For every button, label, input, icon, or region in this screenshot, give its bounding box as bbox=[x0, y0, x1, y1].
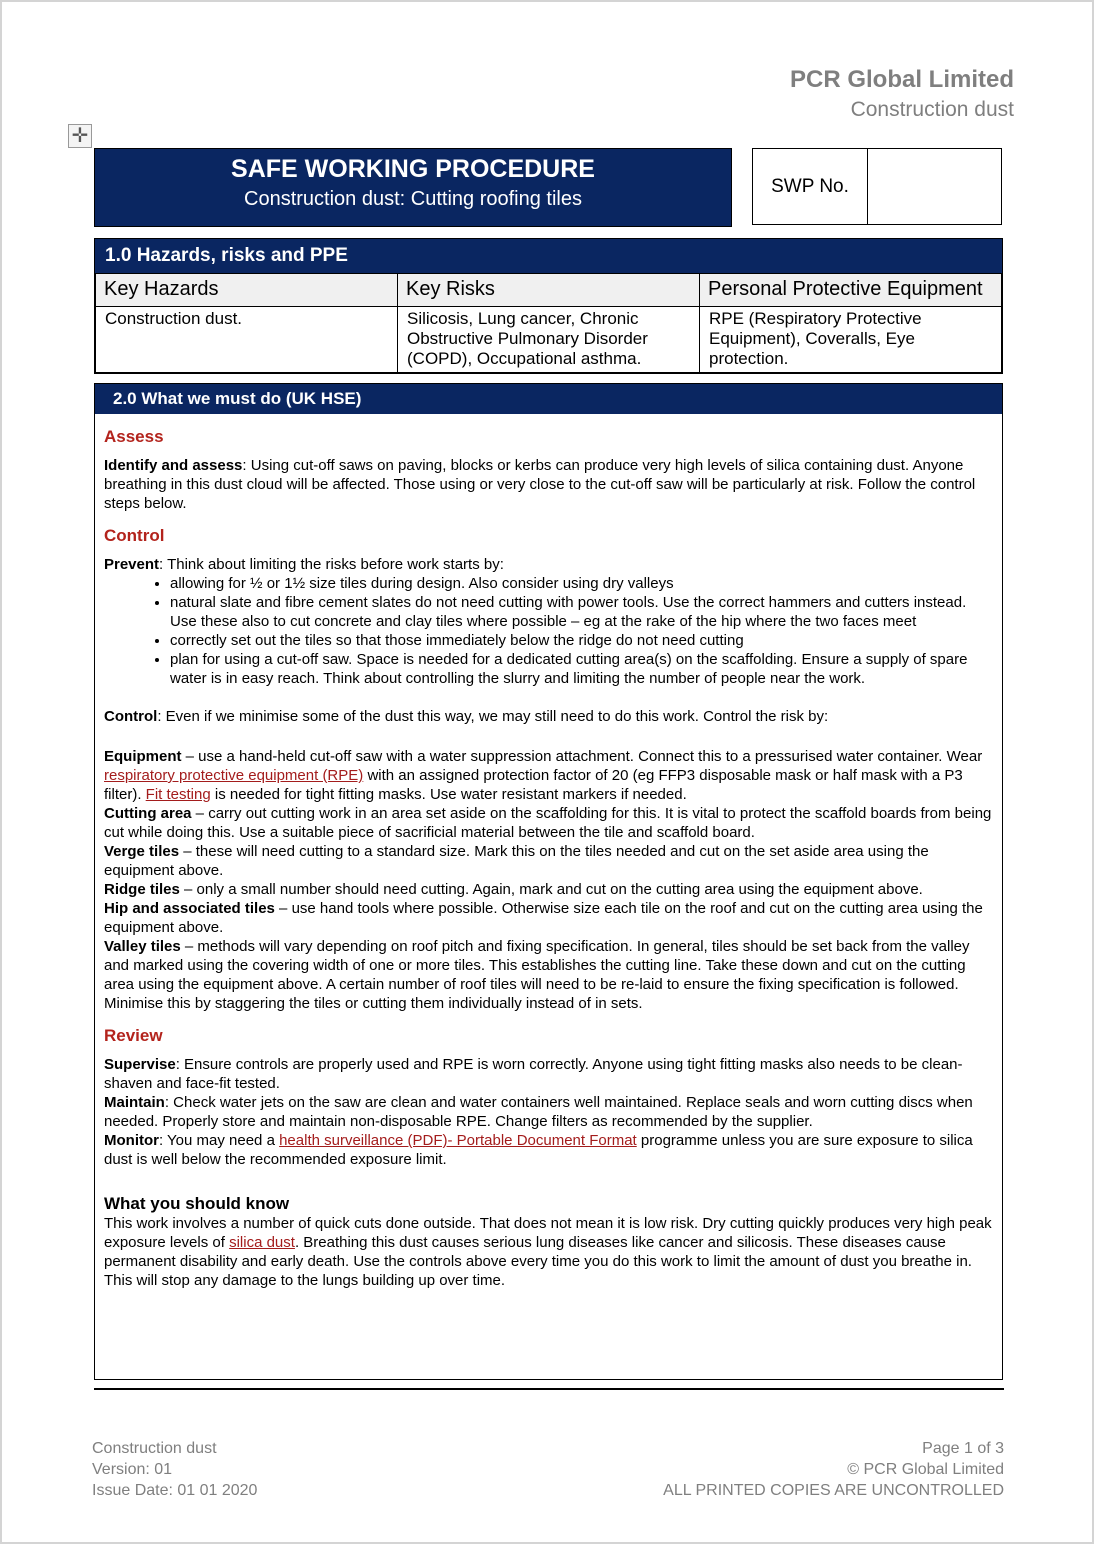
footer-version: Version: 01 bbox=[92, 1461, 173, 1478]
equipment-text: with an assigned protection factor of 20 (eg FFP3 disposable mask or half mask with a P3 filter). bbox=[104, 767, 963, 803]
list-item: • plan for using a cut-off saw. Space is needed for a dedicated cutting area(s) on the scaffolding. Ensure a supply of spare water is in easy reach. Think about controlling the slurry and limiting the number of people near the work. bbox=[170, 650, 993, 688]
swp-number-box bbox=[752, 148, 1002, 225]
health-surveillance-link[interactable]: health surveillance (PDF)- Portable Document Format bbox=[279, 1132, 637, 1149]
prevent-list bbox=[104, 574, 993, 688]
footer-page-number: Page 1 of 3 bbox=[922, 1440, 1004, 1457]
know-text: . Breathing this dust causes serious lung diseases like cancer and silicosis. These diseases cause permanent disability and early death. Use the controls above every time you do this work to limit the amount of dust you breathe in. This will stop any damage to the lungs building up over time. bbox=[104, 1234, 972, 1289]
hip-tiles-text: – use hand tools where possible. Otherwise size each tile on the roof and cut on the cutting area using the equipment above. bbox=[104, 900, 983, 936]
cell-hazard: Construction dust. bbox=[96, 307, 398, 373]
supervise-text: : Ensure controls are properly used and RPE is worn correctly. Anyone using tight fitting masks also needs to be clean-shaven and face-fit tested. bbox=[104, 1056, 963, 1092]
silica-dust-link[interactable]: silica dust bbox=[229, 1234, 295, 1251]
monitor-text: : You may need a bbox=[158, 1132, 280, 1149]
supervise-label: Supervise bbox=[104, 1056, 176, 1073]
hazards-table bbox=[95, 273, 1002, 373]
hip-tiles-label: Hip and associated tiles bbox=[104, 900, 275, 917]
list-item: • natural slate and fibre cement slates do not need cutting with power tools. Use the correct hammers and cutters instead. Use these also to cut concrete and clay tiles where possible – eg at the rake of the hip where the two faces meet bbox=[170, 593, 993, 631]
verge-tiles-label: Verge tiles bbox=[104, 843, 180, 860]
col-key-hazards: Key Hazards bbox=[96, 274, 398, 307]
equipment-paragraph bbox=[104, 747, 993, 804]
assess-label: Identify and assess bbox=[104, 457, 243, 474]
valley-tiles-text: – methods will vary depending on roof pitch and fixing specification. In general, tiles should be set back from the valley and marked using the covering width of one or more tiles. This establishes the cutting line. Take these down and cut on the cutting area using the equipment above. A certain number of roof tiles will need to be re-laid to ensure the fixing specification is followed. Minimise this by staggering the tiles or cutting them individually instead of in sets. bbox=[104, 938, 970, 1012]
title-subtitle: Construction dust: Cutting roofing tiles bbox=[244, 188, 582, 210]
assess-text: : Using cut-off saws on paving, blocks or kerbs can produce very high levels of silica containing dust. Anyone breathing in this dust cloud will be affected. Those using or very close to the cut-off saw will be particularly at risk. Follow the control steps below. bbox=[104, 457, 976, 512]
table-move-handle-icon[interactable]: ✛ bbox=[68, 124, 92, 148]
prevent-text: : Think about limiting the risks before work starts by: bbox=[159, 556, 504, 573]
review-heading: Review bbox=[104, 1026, 163, 1045]
what-we-must-do-section bbox=[94, 383, 1003, 1380]
col-ppe: Personal Protective Equipment bbox=[700, 274, 1002, 307]
control-text: : Even if we minimise some of the dust this way, we may still need to do this work. Control the risk by: bbox=[157, 708, 829, 725]
header-company: PCR Global Limited bbox=[789, 66, 1014, 93]
ridge-tiles-text: – only a small number should need cutting. Again, mark and cut on the cutting area using the equipment above. bbox=[179, 881, 923, 898]
what-we-must-do-heading: 2.0 What we must do (UK HSE) bbox=[95, 384, 1002, 414]
valley-tiles-label: Valley tiles bbox=[104, 938, 181, 955]
footer-uncontrolled-notice: ALL PRINTED COPIES ARE UNCONTROLLED bbox=[663, 1482, 1004, 1499]
title-main: SAFE WORKING PROCEDURE bbox=[231, 155, 595, 183]
ridge-tiles-paragraph bbox=[104, 880, 993, 899]
fit-testing-link[interactable]: Fit testing bbox=[145, 786, 211, 803]
equipment-label: Equipment bbox=[104, 748, 182, 765]
rpe-link[interactable]: respiratory protective equipment (RPE) bbox=[104, 767, 364, 784]
cell-ppe: RPE (Respiratory Protective Equipment), Coveralls, Eye protection. bbox=[700, 307, 1002, 373]
swp-label: SWP No. bbox=[753, 149, 868, 224]
valley-tiles-paragraph bbox=[104, 937, 993, 1013]
know-text: This work involves a number of quick cuts done outside. That does not mean it is low risk. Dry cutting quickly produces very high peak exposure levels of bbox=[104, 1215, 992, 1251]
list-item: • allowing for ½ or 1½ size tiles during design. Also consider using dry valleys bbox=[170, 574, 993, 593]
control-label: Control bbox=[104, 708, 158, 725]
maintain-text: : Check water jets on the saw are clean and water containers well maintained. Replace seals and worn cutting discs when needed. Properly store and maintain non-disposable RPE. Change filters as recommended by the supplier. bbox=[104, 1094, 973, 1130]
hazards-section bbox=[94, 238, 1003, 374]
cell-risk: Silicosis, Lung cancer, Chronic Obstructive Pulmonary Disorder (COPD), Occupational asthma. bbox=[398, 307, 700, 373]
prevent-paragraph bbox=[104, 555, 993, 574]
control-paragraph bbox=[104, 707, 993, 726]
table-header-row bbox=[96, 274, 1002, 307]
maintain-paragraph bbox=[104, 1093, 993, 1131]
footer-copyright: © PCR Global Limited bbox=[847, 1461, 1004, 1478]
ridge-tiles-label: Ridge tiles bbox=[104, 881, 180, 898]
cutting-area-text: – carry out cutting work in an area set aside on the scaffolding for this. It is vital to protect the scaffold boards from being cut while doing this. Use a suitable piece of sacrificial material between the tile and scaffold board. bbox=[104, 805, 992, 841]
footer-right bbox=[663, 1438, 1004, 1501]
maintain-label: Maintain bbox=[104, 1094, 165, 1111]
assess-paragraph bbox=[104, 456, 993, 513]
bottom-divider bbox=[94, 1388, 1004, 1390]
assess-heading: Assess bbox=[104, 427, 164, 446]
monitor-label: Monitor bbox=[104, 1132, 159, 1149]
supervise-paragraph bbox=[104, 1055, 993, 1093]
monitor-paragraph bbox=[104, 1131, 993, 1169]
cutting-area-label: Cutting area bbox=[104, 805, 192, 822]
hazards-heading: 1.0 Hazards, risks and PPE bbox=[95, 239, 1002, 273]
footer-doc-name: Construction dust bbox=[92, 1440, 217, 1457]
hip-tiles-paragraph bbox=[104, 899, 993, 937]
verge-tiles-paragraph bbox=[104, 842, 993, 880]
monitor-text: programme unless you are sure exposure to silica dust is well below the recommended exposure limit. bbox=[104, 1132, 973, 1168]
col-key-risks: Key Risks bbox=[398, 274, 700, 307]
swp-value bbox=[868, 149, 1001, 224]
footer-issue-date: Issue Date: 01 01 2020 bbox=[92, 1482, 258, 1499]
know-paragraph bbox=[104, 1214, 993, 1290]
equipment-text: is needed for tight fitting masks. Use water resistant markers if needed. bbox=[210, 786, 687, 803]
verge-tiles-text: – these will need cutting to a standard size. Mark this on the tiles needed and cut on the set aside area using the equipment above. bbox=[104, 843, 929, 879]
prevent-label: Prevent bbox=[104, 556, 160, 573]
list-item: • correctly set out the tiles so that those immediately below the ridge do not need cutting bbox=[170, 631, 993, 650]
equipment-text: – use a hand-held cut-off saw with a water suppression attachment. Connect this to a pressurised water container. Wear bbox=[181, 748, 983, 765]
section-content bbox=[95, 414, 1002, 1290]
title-block bbox=[94, 148, 732, 227]
header-subtitle: Construction dust bbox=[850, 98, 1014, 121]
table-row bbox=[96, 307, 1002, 373]
footer-left bbox=[92, 1438, 257, 1501]
what-you-should-know-heading: What you should know bbox=[104, 1194, 290, 1213]
cutting-area-paragraph bbox=[104, 804, 993, 842]
control-heading: Control bbox=[104, 526, 165, 545]
